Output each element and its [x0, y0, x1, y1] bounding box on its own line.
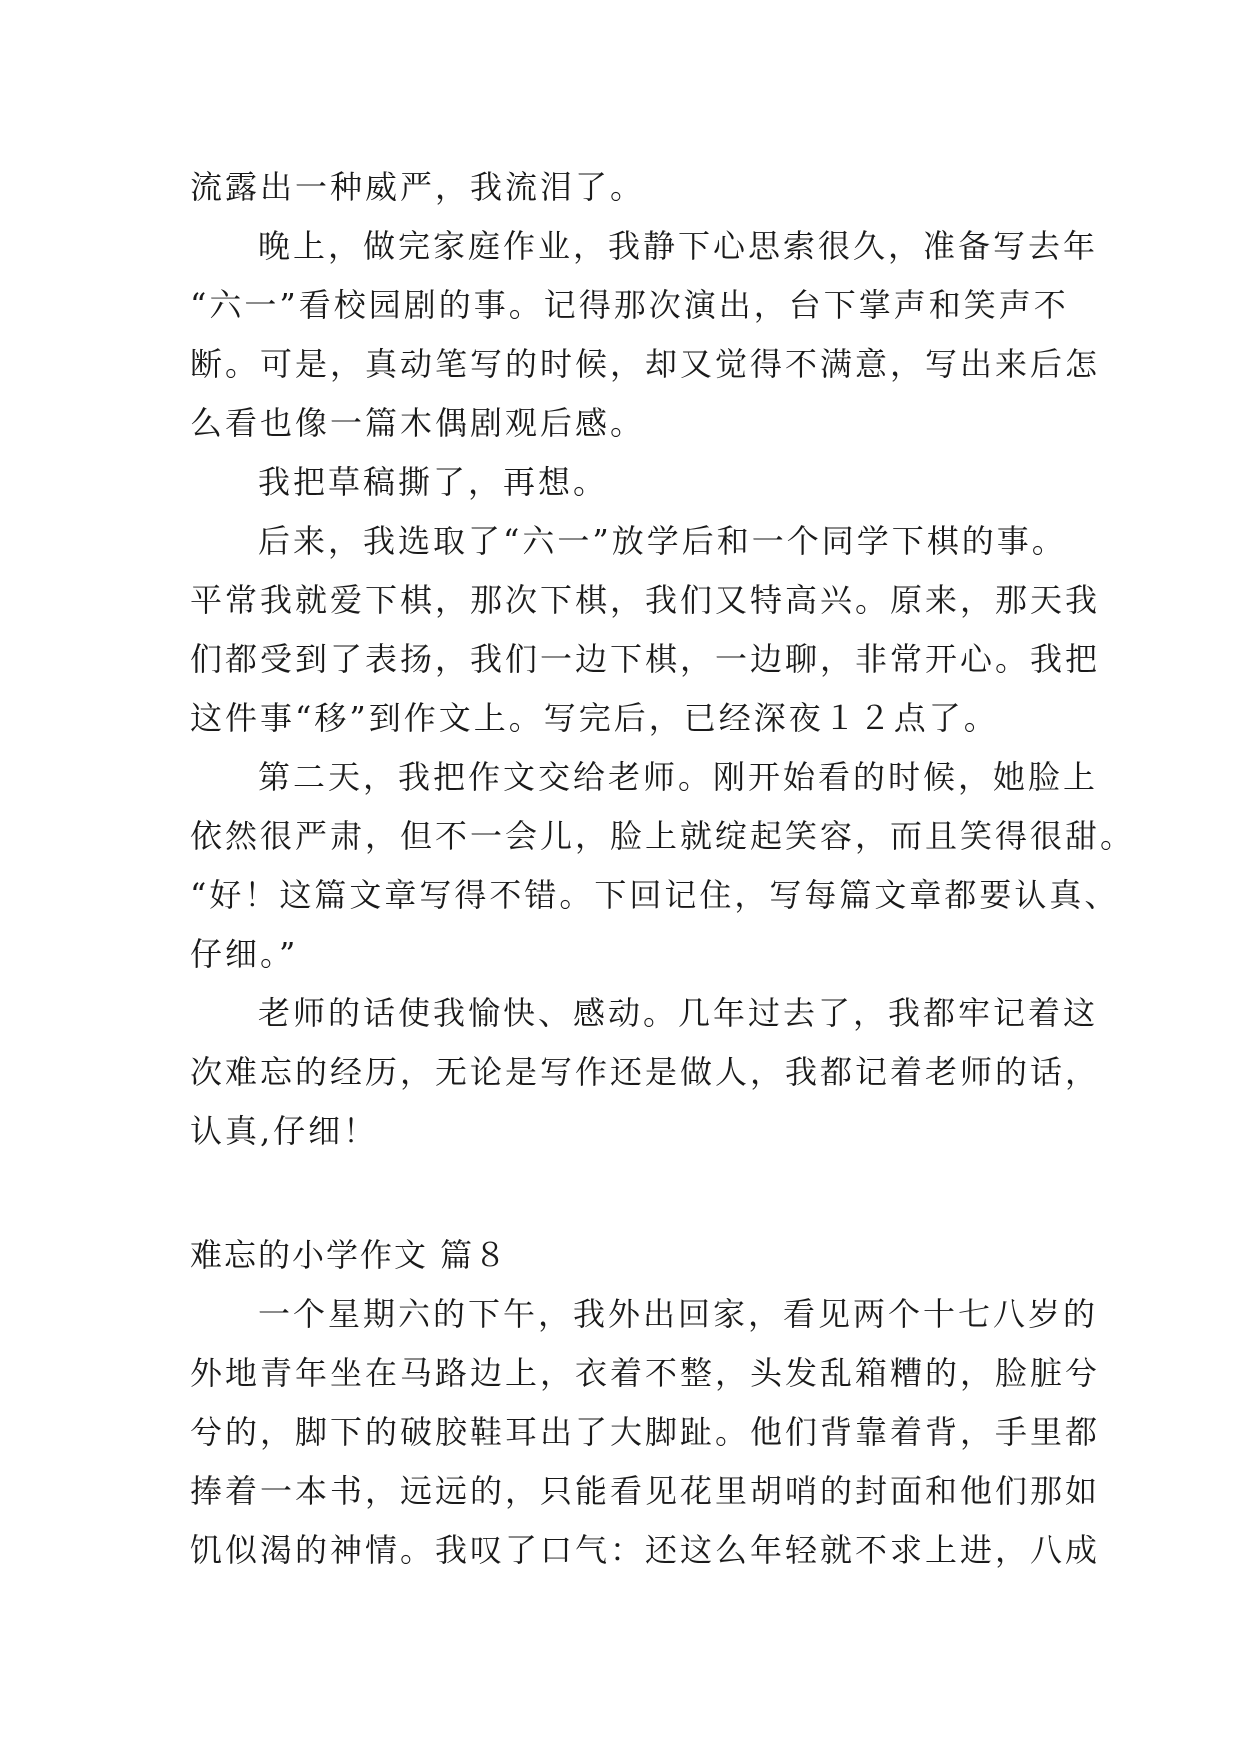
text-line: 晚上，做完家庭作业，我静下心思索很久，准备写去年: [258, 227, 1099, 265]
text-line: 么看也像一篇木偶剧观后感。: [190, 404, 646, 442]
text-line: 流露出一种威严，我流泪了。: [190, 168, 646, 206]
section-gap: [190, 1161, 1060, 1226]
paragraph: [190, 512, 1101, 748]
text-line: “好！这篇文章写得不错。下回记住，写每篇文章都要认真、: [190, 876, 1120, 914]
paragraph: [190, 453, 1060, 512]
text-line: 仔细。”: [190, 935, 299, 973]
text-line: 断。可是，真动笔写的时候，却又觉得不满意，写出来后怎: [190, 345, 1101, 383]
text-line: 老师的话使我愉快、感动。几年过去了，我都牢记着这: [258, 994, 1099, 1032]
text-line: 兮的，脚下的破胶鞋耳出了大脚趾。他们背靠着背，手里都: [190, 1413, 1101, 1451]
text-line: 这件事“移”到作文上。写完后，已经深夜１２点了。: [190, 699, 999, 737]
page-content: [190, 158, 1136, 1580]
paragraph: [190, 984, 1101, 1161]
text-line: 次难忘的经历，无论是写作还是做人，我都记着老师的话，: [190, 1053, 1101, 1091]
text-line: 我把草稿撕了，再想。: [258, 463, 609, 501]
section-essay-8: [190, 1226, 1101, 1580]
text-line: 后来，我选取了“六一”放学后和一个同学下棋的事。: [258, 522, 1067, 560]
paragraph: [190, 1285, 1101, 1580]
paragraph: [190, 158, 1060, 217]
text-line: 认真,仔细！: [190, 1112, 379, 1150]
section-previous-essay: [190, 158, 1136, 1161]
text-line: 第二天，我把作文交给老师。刚开始看的时候，她脸上: [258, 758, 1099, 796]
text-line: 们都受到了表扬，我们一边下棋，一边聊，非常开心。我把: [190, 640, 1101, 678]
paragraph: [190, 748, 1136, 984]
paragraph: [190, 217, 1101, 453]
text-line: 平常我就爱下棋，那次下棋，我们又特高兴。原来，那天我: [190, 581, 1101, 619]
text-line: 依然很严肃，但不一会儿，脸上就绽起笑容，而且笑得很甜。: [190, 817, 1136, 855]
text-line: 捧着一本书，远远的，只能看见花里胡哨的封面和他们那如: [190, 1472, 1101, 1510]
text-line: 一个星期六的下午，我外出回家，看见两个十七八岁的: [258, 1295, 1099, 1333]
essay-heading: 难忘的小学作文 篇８: [190, 1236, 509, 1274]
text-line: “六一”看校园剧的事。记得那次演出，台下掌声和笑声不: [190, 286, 1069, 324]
text-line: 饥似渴的神情。我叹了口气：还这么年轻就不求上进，八成: [190, 1531, 1101, 1569]
text-line: 外地青年坐在马路边上，衣着不整，头发乱箱糟的，脸脏兮: [190, 1354, 1101, 1392]
